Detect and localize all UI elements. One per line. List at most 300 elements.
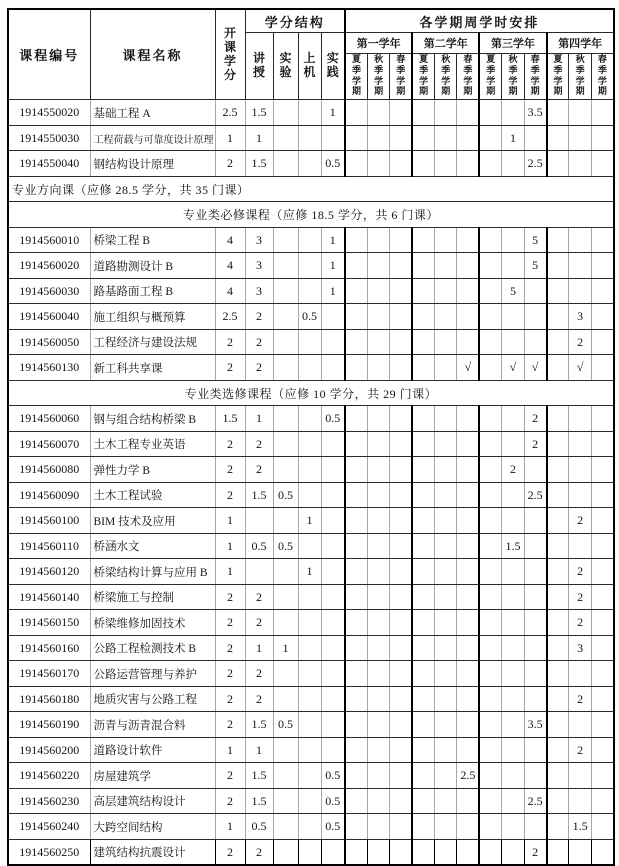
semester-cell — [412, 839, 434, 865]
semester-cell — [390, 737, 412, 763]
course-row — [8, 457, 614, 483]
semester-cell — [367, 712, 389, 738]
semester-cell — [412, 584, 434, 610]
semester-cell — [591, 253, 614, 279]
computer-credit-cell — [298, 100, 321, 126]
course-row — [8, 406, 614, 432]
semester-cell — [479, 559, 501, 585]
semester-cell — [457, 329, 479, 355]
semester-cell — [390, 712, 412, 738]
semester-cell — [547, 686, 569, 712]
course-name-cell: 土木工程专业英语 — [90, 431, 215, 457]
course-name-cell: 高层建筑结构设计 — [90, 788, 215, 814]
course-code-cell: 1914560120 — [8, 559, 90, 585]
computer-credit-cell — [298, 482, 321, 508]
credits-cell: 2 — [215, 839, 245, 865]
lecture-credit-cell: 1.5 — [245, 763, 273, 789]
semester-cell: 5 — [502, 278, 524, 304]
computer-credit-cell — [298, 355, 321, 381]
semester-cell: √ — [502, 355, 524, 381]
semester-cell — [412, 661, 434, 687]
credits-cell: 1 — [215, 559, 245, 585]
semester-cell: 5 — [524, 253, 546, 279]
semester-cell — [479, 253, 501, 279]
course-name-cell: 道路勘测设计 B — [90, 253, 215, 279]
semester-cell: 2 — [524, 406, 546, 432]
semester-cell — [412, 253, 434, 279]
semester-cell — [367, 814, 389, 840]
course-row — [8, 814, 614, 840]
section-row — [8, 380, 614, 406]
lecture-credit-cell: 3 — [245, 227, 273, 253]
lecture-credit-cell: 1.5 — [245, 151, 273, 177]
credits-cell: 2 — [215, 457, 245, 483]
semester-cell — [345, 839, 367, 865]
semester-cell — [479, 227, 501, 253]
header-lecture: 讲授 — [245, 33, 273, 100]
semester-cell — [502, 686, 524, 712]
semester-cell — [569, 763, 591, 789]
course-row — [8, 482, 614, 508]
course-code-cell: 1914550040 — [8, 151, 90, 177]
semester-cell — [345, 253, 367, 279]
semester-cell — [457, 227, 479, 253]
semester-cell — [412, 763, 434, 789]
semester-cell — [524, 635, 546, 661]
computer-credit-cell — [298, 610, 321, 636]
semester-cell: 1.5 — [502, 533, 524, 559]
semester-cell — [435, 610, 457, 636]
semester-cell — [457, 661, 479, 687]
semester-cell — [367, 661, 389, 687]
semester-cell — [524, 686, 546, 712]
computer-credit-cell — [298, 431, 321, 457]
semester-cell — [502, 737, 524, 763]
credits-cell: 2.5 — [215, 304, 245, 330]
semester-cell — [591, 125, 614, 151]
semester-cell — [547, 584, 569, 610]
credits-cell: 2 — [215, 355, 245, 381]
semester-cell — [390, 253, 412, 279]
credits-cell: 2 — [215, 788, 245, 814]
semester-cell — [569, 457, 591, 483]
semester-cell — [591, 329, 614, 355]
course-name-cell: 桥梁工程 B — [90, 227, 215, 253]
course-code-cell: 1914560130 — [8, 355, 90, 381]
practice-credit-cell: 0.5 — [321, 406, 345, 432]
semester-cell — [547, 610, 569, 636]
semester-cell — [390, 482, 412, 508]
semester-cell — [591, 278, 614, 304]
semester-cell: √ — [524, 355, 546, 381]
course-row — [8, 355, 614, 381]
course-name-cell: 道路设计软件 — [90, 737, 215, 763]
semester-cell — [345, 712, 367, 738]
semester-cell — [502, 610, 524, 636]
credits-cell: 2 — [215, 635, 245, 661]
practice-credit-cell — [321, 533, 345, 559]
semester-cell — [502, 482, 524, 508]
semester-cell — [524, 584, 546, 610]
semester-cell — [569, 839, 591, 865]
semester-cell — [502, 763, 524, 789]
semester-cell — [569, 100, 591, 126]
semester-cell — [345, 584, 367, 610]
semester-cell — [345, 100, 367, 126]
semester-cell — [435, 125, 457, 151]
semester-cell: 5 — [524, 227, 546, 253]
credits-cell: 2 — [215, 610, 245, 636]
semester-cell — [390, 559, 412, 585]
lecture-credit-cell: 0.5 — [245, 814, 273, 840]
course-code-cell: 1914560080 — [8, 457, 90, 483]
semester-cell — [591, 431, 614, 457]
semester-cell — [569, 125, 591, 151]
practice-credit-cell — [321, 610, 345, 636]
semester-cell — [479, 737, 501, 763]
semester-cell — [367, 610, 389, 636]
semester-cell — [435, 661, 457, 687]
semester-cell — [412, 482, 434, 508]
credits-cell: 1 — [215, 508, 245, 534]
course-name-cell: 沥青与沥青混合料 — [90, 712, 215, 738]
practice-credit-cell: 1 — [321, 253, 345, 279]
semester-cell — [502, 304, 524, 330]
course-name-cell: 土木工程试验 — [90, 482, 215, 508]
semester-cell — [390, 151, 412, 177]
semester-cell — [367, 329, 389, 355]
credits-cell: 1 — [215, 125, 245, 151]
semester-cell — [435, 584, 457, 610]
course-code-cell: 1914560100 — [8, 508, 90, 534]
lecture-credit-cell: 2 — [245, 329, 273, 355]
semester-cell: 3.5 — [524, 100, 546, 126]
section-label: 专业类选修课程（应修 10 学分，共 29 门课） — [8, 380, 614, 406]
semester-cell — [457, 686, 479, 712]
course-code-cell: 1914560050 — [8, 329, 90, 355]
computer-credit-cell — [298, 253, 321, 279]
practice-credit-cell: 0.5 — [321, 788, 345, 814]
credits-cell: 1 — [215, 533, 245, 559]
semester-cell — [345, 431, 367, 457]
practice-credit-cell — [321, 839, 345, 865]
experiment-credit-cell: 0.5 — [273, 712, 298, 738]
experiment-credit-cell: 0.5 — [273, 482, 298, 508]
semester-cell — [390, 584, 412, 610]
course-code-cell: 1914560090 — [8, 482, 90, 508]
semester-cell: 2.5 — [524, 482, 546, 508]
course-name-cell: 桥涵水文 — [90, 533, 215, 559]
semester-cell — [479, 406, 501, 432]
credits-cell: 1 — [215, 814, 245, 840]
semester-cell — [479, 661, 501, 687]
practice-credit-cell: 1 — [321, 100, 345, 126]
header-course-code: 课程编号 — [8, 9, 90, 100]
semester-cell — [435, 355, 457, 381]
semester-cell — [479, 508, 501, 534]
semester-cell — [479, 431, 501, 457]
experiment-credit-cell — [273, 151, 298, 177]
semester-cell — [367, 533, 389, 559]
practice-credit-cell — [321, 737, 345, 763]
computer-credit-cell — [298, 329, 321, 355]
semester-cell — [479, 125, 501, 151]
semester-cell — [345, 278, 367, 304]
semester-cell — [435, 457, 457, 483]
semester-cell — [457, 304, 479, 330]
semester-cell — [569, 278, 591, 304]
course-name-cell: 大跨空间结构 — [90, 814, 215, 840]
lecture-credit-cell — [245, 559, 273, 585]
semester-cell — [591, 610, 614, 636]
header-credits: 开课学分 — [215, 9, 245, 100]
semester-cell — [524, 661, 546, 687]
course-row — [8, 839, 614, 865]
practice-credit-cell — [321, 584, 345, 610]
semester-cell — [367, 635, 389, 661]
lecture-credit-cell: 1 — [245, 635, 273, 661]
header-computer: 上机 — [298, 33, 321, 100]
semester-cell — [412, 304, 434, 330]
lecture-credit-cell: 2 — [245, 584, 273, 610]
course-name-cell: 工程经济与建设法规 — [90, 329, 215, 355]
section-row — [8, 176, 614, 202]
credits-cell: 2 — [215, 482, 245, 508]
semester-cell — [479, 329, 501, 355]
course-name-cell: 房屋建筑学 — [90, 763, 215, 789]
practice-credit-cell: 1 — [321, 227, 345, 253]
semester-cell — [345, 329, 367, 355]
semester-cell — [435, 253, 457, 279]
semester-cell — [457, 610, 479, 636]
computer-credit-cell — [298, 686, 321, 712]
semester-cell: 2 — [569, 329, 591, 355]
lecture-credit-cell: 2 — [245, 355, 273, 381]
header-sem-summer: 夏季学期 — [345, 54, 367, 100]
course-name-cell: 公路工程检测技术 B — [90, 635, 215, 661]
semester-cell — [591, 508, 614, 534]
course-name-cell: 桥梁结构计算与应用 B — [90, 559, 215, 585]
course-code-cell: 1914560070 — [8, 431, 90, 457]
semester-cell — [591, 100, 614, 126]
semester-cell — [390, 686, 412, 712]
semester-cell — [435, 839, 457, 865]
experiment-credit-cell — [273, 431, 298, 457]
semester-cell — [390, 431, 412, 457]
semester-cell — [524, 559, 546, 585]
semester-cell — [591, 559, 614, 585]
semester-cell — [367, 737, 389, 763]
course-name-cell: 地质灾害与公路工程 — [90, 686, 215, 712]
semester-cell — [502, 814, 524, 840]
semester-cell — [591, 457, 614, 483]
course-row — [8, 661, 614, 687]
semester-cell — [367, 304, 389, 330]
experiment-credit-cell — [273, 763, 298, 789]
computer-credit-cell — [298, 661, 321, 687]
semester-cell — [435, 227, 457, 253]
semester-cell: 2 — [502, 457, 524, 483]
curriculum-table — [7, 8, 615, 866]
practice-credit-cell — [321, 482, 345, 508]
semester-cell — [479, 355, 501, 381]
semester-cell — [591, 763, 614, 789]
semester-cell — [435, 482, 457, 508]
semester-cell — [524, 278, 546, 304]
semester-cell — [435, 712, 457, 738]
semester-cell — [547, 737, 569, 763]
semester-cell — [547, 712, 569, 738]
semester-cell — [502, 508, 524, 534]
semester-cell — [412, 712, 434, 738]
computer-credit-cell — [298, 712, 321, 738]
experiment-credit-cell — [273, 125, 298, 151]
semester-cell — [412, 329, 434, 355]
semester-cell — [412, 125, 434, 151]
semester-cell — [412, 737, 434, 763]
semester-cell — [502, 635, 524, 661]
semester-cell — [524, 304, 546, 330]
semester-cell — [345, 635, 367, 661]
semester-cell — [591, 533, 614, 559]
semester-cell — [457, 151, 479, 177]
semester-cell — [547, 431, 569, 457]
computer-credit-cell — [298, 533, 321, 559]
course-name-cell: 建筑结构抗震设计 — [90, 839, 215, 865]
semester-cell — [547, 661, 569, 687]
course-name-cell: 桥梁维修加固技术 — [90, 610, 215, 636]
semester-cell — [412, 406, 434, 432]
header-credit-structure: 学分结构 — [245, 9, 345, 33]
course-name-cell: BIM 技术及应用 — [90, 508, 215, 534]
semester-cell: 2 — [524, 839, 546, 865]
header-year-4: 第四学年 — [547, 33, 614, 54]
course-code-cell: 1914560020 — [8, 253, 90, 279]
semester-cell — [524, 508, 546, 534]
semester-cell — [345, 686, 367, 712]
lecture-credit-cell: 3 — [245, 253, 273, 279]
credits-cell: 4 — [215, 227, 245, 253]
course-row — [8, 151, 614, 177]
header-sem-spring: 春季学期 — [390, 54, 412, 100]
lecture-credit-cell: 2 — [245, 610, 273, 636]
credits-cell: 2.5 — [215, 100, 245, 126]
semester-cell — [367, 584, 389, 610]
semester-cell: 3 — [569, 304, 591, 330]
semester-cell — [524, 814, 546, 840]
semester-cell — [591, 661, 614, 687]
semester-cell — [524, 533, 546, 559]
course-row — [8, 508, 614, 534]
course-code-cell: 1914560250 — [8, 839, 90, 865]
semester-cell — [591, 712, 614, 738]
lecture-credit-cell: 1 — [245, 125, 273, 151]
lecture-credit-cell: 2 — [245, 304, 273, 330]
semester-cell: 1.5 — [569, 814, 591, 840]
semester-cell — [457, 839, 479, 865]
course-row — [8, 227, 614, 253]
credits-cell: 1 — [215, 737, 245, 763]
semester-cell — [479, 100, 501, 126]
credits-cell: 2 — [215, 763, 245, 789]
lecture-credit-cell: 1.5 — [245, 100, 273, 126]
credits-cell: 2 — [215, 712, 245, 738]
semester-cell — [390, 100, 412, 126]
semester-cell — [435, 533, 457, 559]
course-name-cell: 路基路面工程 B — [90, 278, 215, 304]
semester-cell: 3 — [569, 635, 591, 661]
semester-cell: 2 — [569, 686, 591, 712]
semester-cell — [457, 457, 479, 483]
semester-cell — [479, 533, 501, 559]
semester-cell — [479, 839, 501, 865]
semester-cell — [412, 635, 434, 661]
semester-cell — [412, 431, 434, 457]
computer-credit-cell — [298, 125, 321, 151]
semester-cell — [412, 100, 434, 126]
practice-credit-cell — [321, 635, 345, 661]
computer-credit-cell — [298, 788, 321, 814]
credits-cell: 2 — [215, 686, 245, 712]
lecture-credit-cell: 2 — [245, 839, 273, 865]
semester-cell — [345, 151, 367, 177]
semester-cell — [569, 253, 591, 279]
course-code-cell: 1914550020 — [8, 100, 90, 126]
semester-cell — [457, 788, 479, 814]
practice-credit-cell — [321, 457, 345, 483]
semester-cell — [524, 737, 546, 763]
semester-cell — [479, 610, 501, 636]
semester-cell — [591, 635, 614, 661]
experiment-credit-cell — [273, 406, 298, 432]
header-sem-autumn: 秋季学期 — [367, 54, 389, 100]
semester-cell — [547, 763, 569, 789]
course-code-cell: 1914560170 — [8, 661, 90, 687]
semester-cell — [502, 839, 524, 865]
semester-cell: 2 — [569, 610, 591, 636]
header-year-3: 第三学年 — [479, 33, 546, 54]
semester-cell — [345, 508, 367, 534]
course-code-cell: 1914560110 — [8, 533, 90, 559]
semester-cell — [547, 151, 569, 177]
course-code-cell: 1914560190 — [8, 712, 90, 738]
course-name-cell: 施工组织与概预算 — [90, 304, 215, 330]
course-row — [8, 635, 614, 661]
semester-cell — [390, 406, 412, 432]
semester-cell — [591, 151, 614, 177]
semester-cell — [390, 635, 412, 661]
practice-credit-cell — [321, 431, 345, 457]
semester-cell: 2.5 — [524, 151, 546, 177]
computer-credit-cell — [298, 584, 321, 610]
experiment-credit-cell: 0.5 — [273, 533, 298, 559]
experiment-credit-cell — [273, 610, 298, 636]
semester-cell — [412, 278, 434, 304]
course-row — [8, 278, 614, 304]
semester-cell — [591, 839, 614, 865]
semester-cell — [457, 533, 479, 559]
semester-cell — [569, 431, 591, 457]
semester-cell — [435, 686, 457, 712]
semester-cell — [479, 686, 501, 712]
semester-cell: 2 — [524, 431, 546, 457]
semester-cell — [435, 737, 457, 763]
semester-cell — [367, 508, 389, 534]
semester-cell — [412, 227, 434, 253]
section-row — [8, 202, 614, 228]
credits-cell: 2 — [215, 431, 245, 457]
header-sem-spring: 春季学期 — [591, 54, 614, 100]
